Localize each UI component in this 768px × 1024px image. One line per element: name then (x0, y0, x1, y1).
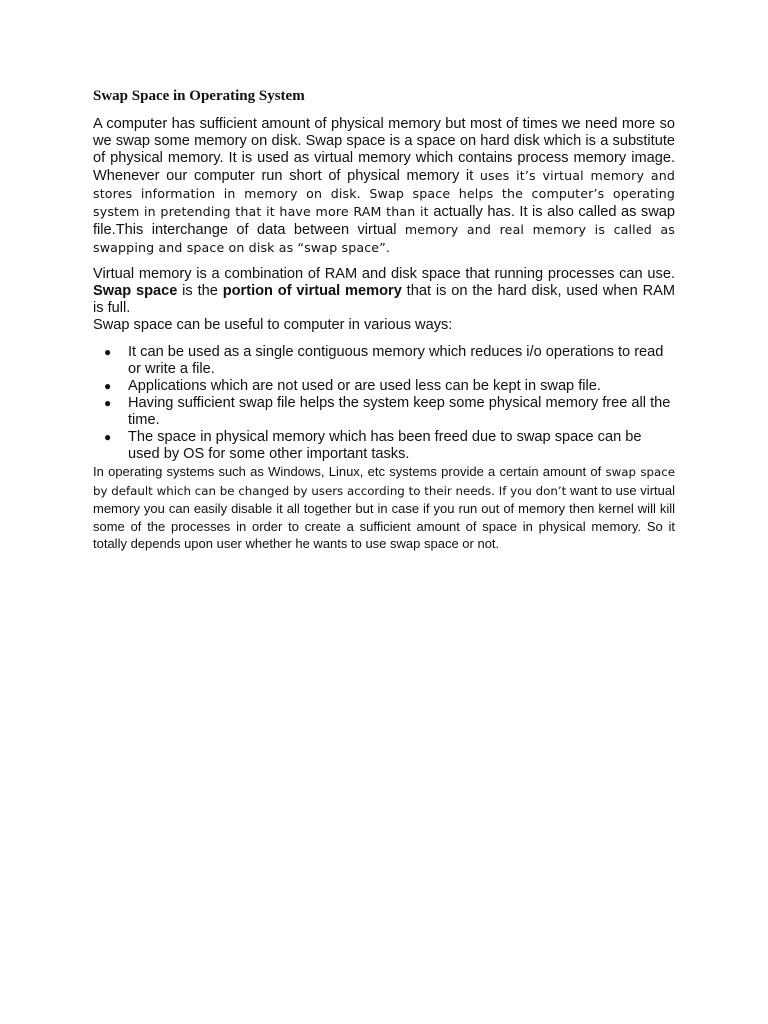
bullet-dot-icon: ● (104, 396, 112, 410)
paragraph-os-defaults-part2: swap space by default which can be changed by users according to their needs. If you don’t (93, 465, 675, 498)
document-page (93, 86, 675, 553)
paragraph-uses-intro: Swap space can be useful to computer in various ways: (93, 317, 453, 333)
bullet-text: Having sufficient swap file helps the system keep some physical memory free all the time. (128, 395, 671, 428)
paragraph-os-defaults-part1: In operating systems such as Windows, Linux, etc systems provide a certain amount of (93, 464, 606, 479)
bullet-text: It can be used as a single contiguous memory which reduces i/o operations to read or write a file. (128, 344, 664, 377)
paragraph-virtual-memory-bold1: Swap space (93, 283, 178, 299)
document-title: Swap Space in Operating System (93, 88, 305, 104)
paragraph-swap-intro (93, 116, 675, 257)
paragraph-virtual-memory-part1: Virtual memory is a combination of RAM and disk space that running processes can use. (93, 266, 675, 282)
bullet-item (93, 344, 675, 378)
paragraph-virtual-memory (93, 266, 675, 317)
paragraph-swap-intro-part3: actually has. It is also called as swap file.This interchange of data between virtual (93, 204, 675, 238)
paragraph-swap-intro-part4: memory and real memory is called as swapping and space on disk as “swap space”. (93, 222, 675, 255)
paragraph-swap-intro-part1: A computer has sufficient amount of physical memory but most of times we need more so we swap some memory on disk. Swap space is a space on hard disk which is a substitute of physical memory. It is used as virtual memory which contains process memory image. Whenever our computer run short of physical memory it (93, 116, 675, 184)
paragraph-os-defaults-part3: want to use virtual memory you can easily disable it all together but in case if you run out of memory then kernel will kill some of the processes in order to create a sufficient amount of space in physical memory. So it totally depends upon user whether he wants to use swap space or not. (93, 482, 675, 552)
paragraph-virtual-memory-bold2: portion of virtual memory (222, 283, 402, 299)
paragraph-virtual-memory-part2: is the (177, 283, 223, 299)
bullet-text: The space in physical memory which has been freed due to swap space can be used by OS for some other important tasks. (128, 429, 642, 462)
bullet-item (93, 378, 675, 395)
bullet-dot-icon: ● (104, 345, 112, 359)
bullet-dot-icon: ● (104, 379, 112, 393)
bullet-dot-icon: ● (104, 430, 112, 444)
bullet-text: Applications which are not used or are used less can be kept in swap file. (128, 378, 601, 394)
paragraph-virtual-memory-part3: that is on the hard disk, used when RAM is full. (93, 283, 675, 316)
bullet-item (93, 395, 675, 429)
paragraph-os-defaults (93, 463, 675, 553)
paragraph-swap-intro-part2: uses it’s virtual memory and stores information in memory on disk. Swap space helps the computer’s operating system in pretending that it have more RAM than it (93, 168, 675, 219)
uses-bullet-list (93, 344, 675, 463)
bullet-item (93, 429, 675, 463)
